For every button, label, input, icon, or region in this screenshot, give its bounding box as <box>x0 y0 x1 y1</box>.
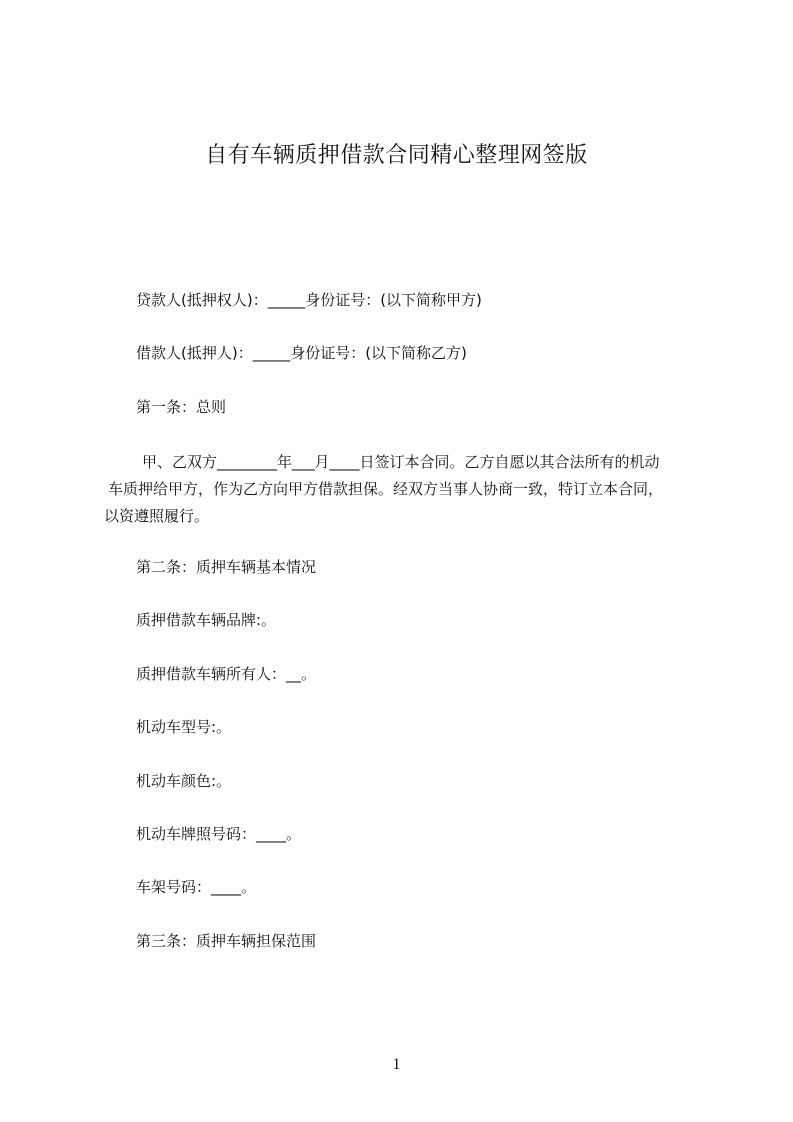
vehicle-model-line: 机动车型号:。 <box>136 718 232 736</box>
lender-line: 贷款人(抵押权人)：_____身份证号：(以下简称甲方) <box>136 291 482 309</box>
borrower-line: 借款人(抵押人)：_____身份证号：(以下简称乙方) <box>136 344 467 362</box>
article2-heading: 第二条：质押车辆基本情况 <box>136 558 317 576</box>
page-number: 1 <box>392 1056 401 1073</box>
frame-number-line: 车架号码：____。 <box>136 878 257 896</box>
vehicle-color-line: 机动车颜色:。 <box>136 772 232 790</box>
article3-heading: 第三条：质押车辆担保范围 <box>136 932 317 950</box>
vehicle-brand-line: 质押借款车辆品牌:。 <box>136 611 277 629</box>
article1-heading: 第一条：总则 <box>136 398 227 416</box>
article1-line-2: 车质押给甲方，作为乙方向甲方借款担保。经双方当事人协商一致，特订立本合同， <box>108 480 664 498</box>
article1-line-1: 甲、乙双方________年___月____日签订本合同。乙方自愿以其合法所有的机动 <box>142 453 660 471</box>
plate-number-line: 机动车牌照号码：____。 <box>136 825 302 843</box>
article1-line-3: 以资遵照履行。 <box>104 507 210 525</box>
article1-body <box>96 449 706 530</box>
document-title: 自有车辆质押借款合同精心整理网签版 <box>205 143 588 168</box>
vehicle-owner-line: 质押借款车辆所有人：__。 <box>136 665 317 683</box>
